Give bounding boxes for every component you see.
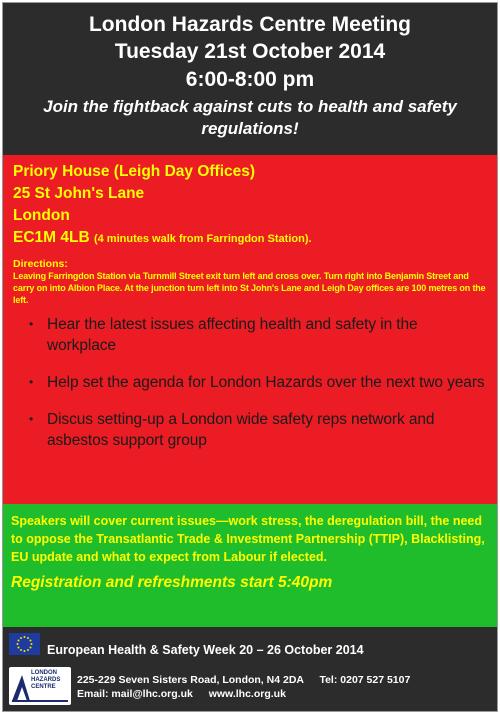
speakers-section (3, 504, 497, 627)
agenda-list (13, 314, 487, 451)
tagline: Join the fightback against cuts to health and safety regulations! (43, 97, 457, 138)
speakers-text: Speakers will cover current issues—work stress, the deregulation bill, the need to oppose the Transatlantic Trade & Investment Partnership (TTIP), Blacklisting, EU update and what to expect from Labour if elected. (11, 514, 485, 564)
contact-details (77, 673, 410, 701)
bullet-icon: • (29, 375, 34, 389)
list-item (13, 314, 487, 356)
agenda-item-text: Help set the agenda for London Hazards over the next two years (47, 374, 485, 391)
lhc-logo-icon (9, 667, 71, 705)
health-safety-week: European Health & Safety Week 20 – 26 October 2014 (47, 643, 364, 657)
email-link[interactable]: Email: mail@lhc.org.uk (77, 688, 193, 700)
agenda-item-text: Discus setting-up a London wide safety reps network and asbestos support group (47, 411, 435, 449)
venue-section (3, 155, 497, 504)
list-item (13, 409, 487, 451)
meeting-date: Tuesday 21st October 2014 (114, 40, 386, 63)
footer (3, 627, 497, 711)
header (3, 3, 497, 155)
venue-postcode: EC1M 4LB (13, 229, 90, 246)
list-item (13, 372, 487, 393)
poster-frame (2, 2, 498, 712)
venue-postcode-line (13, 227, 487, 250)
venue-line-1: Priory House (Leigh Day Offices) (13, 163, 256, 180)
website-link[interactable]: www.lhc.org.uk (208, 688, 286, 700)
agenda-item-text: Hear the latest issues affecting health and safety in the workplace (47, 316, 418, 354)
bullet-icon: • (29, 412, 34, 426)
contact-line-1 (77, 673, 410, 687)
eu-flag-icon (9, 633, 40, 655)
walk-note: (4 minutes walk from Farringdon Station). (93, 233, 312, 245)
directions-text: Leaving Farringdon Station via Turnmill Street exit turn left and cross over. Turn right into Benjamin Street and carry on into Albion Place. At the junction turn left into St John's Lane and Leigh Day offices are 100 metres on the left. (13, 271, 486, 305)
address-text: 225-229 Seven Sisters Road, London, N4 2DA (77, 674, 304, 686)
contact-line-2 (77, 687, 410, 701)
meeting-time: 6:00-8:00 pm (185, 68, 315, 91)
directions-title: Directions: (13, 258, 68, 270)
bullet-icon: • (29, 317, 34, 331)
lhc-logo-text: LONDON HAZARDS CENTRE (31, 670, 61, 690)
meeting-title: London Hazards Centre Meeting (88, 13, 412, 36)
phone-text: Tel: 0207 527 5107 (319, 674, 411, 686)
registration-text: Registration and refreshments start 5:40pm (11, 574, 333, 591)
venue-line-3: London (13, 207, 70, 224)
venue-line-2: 25 St John's Lane (13, 185, 145, 202)
